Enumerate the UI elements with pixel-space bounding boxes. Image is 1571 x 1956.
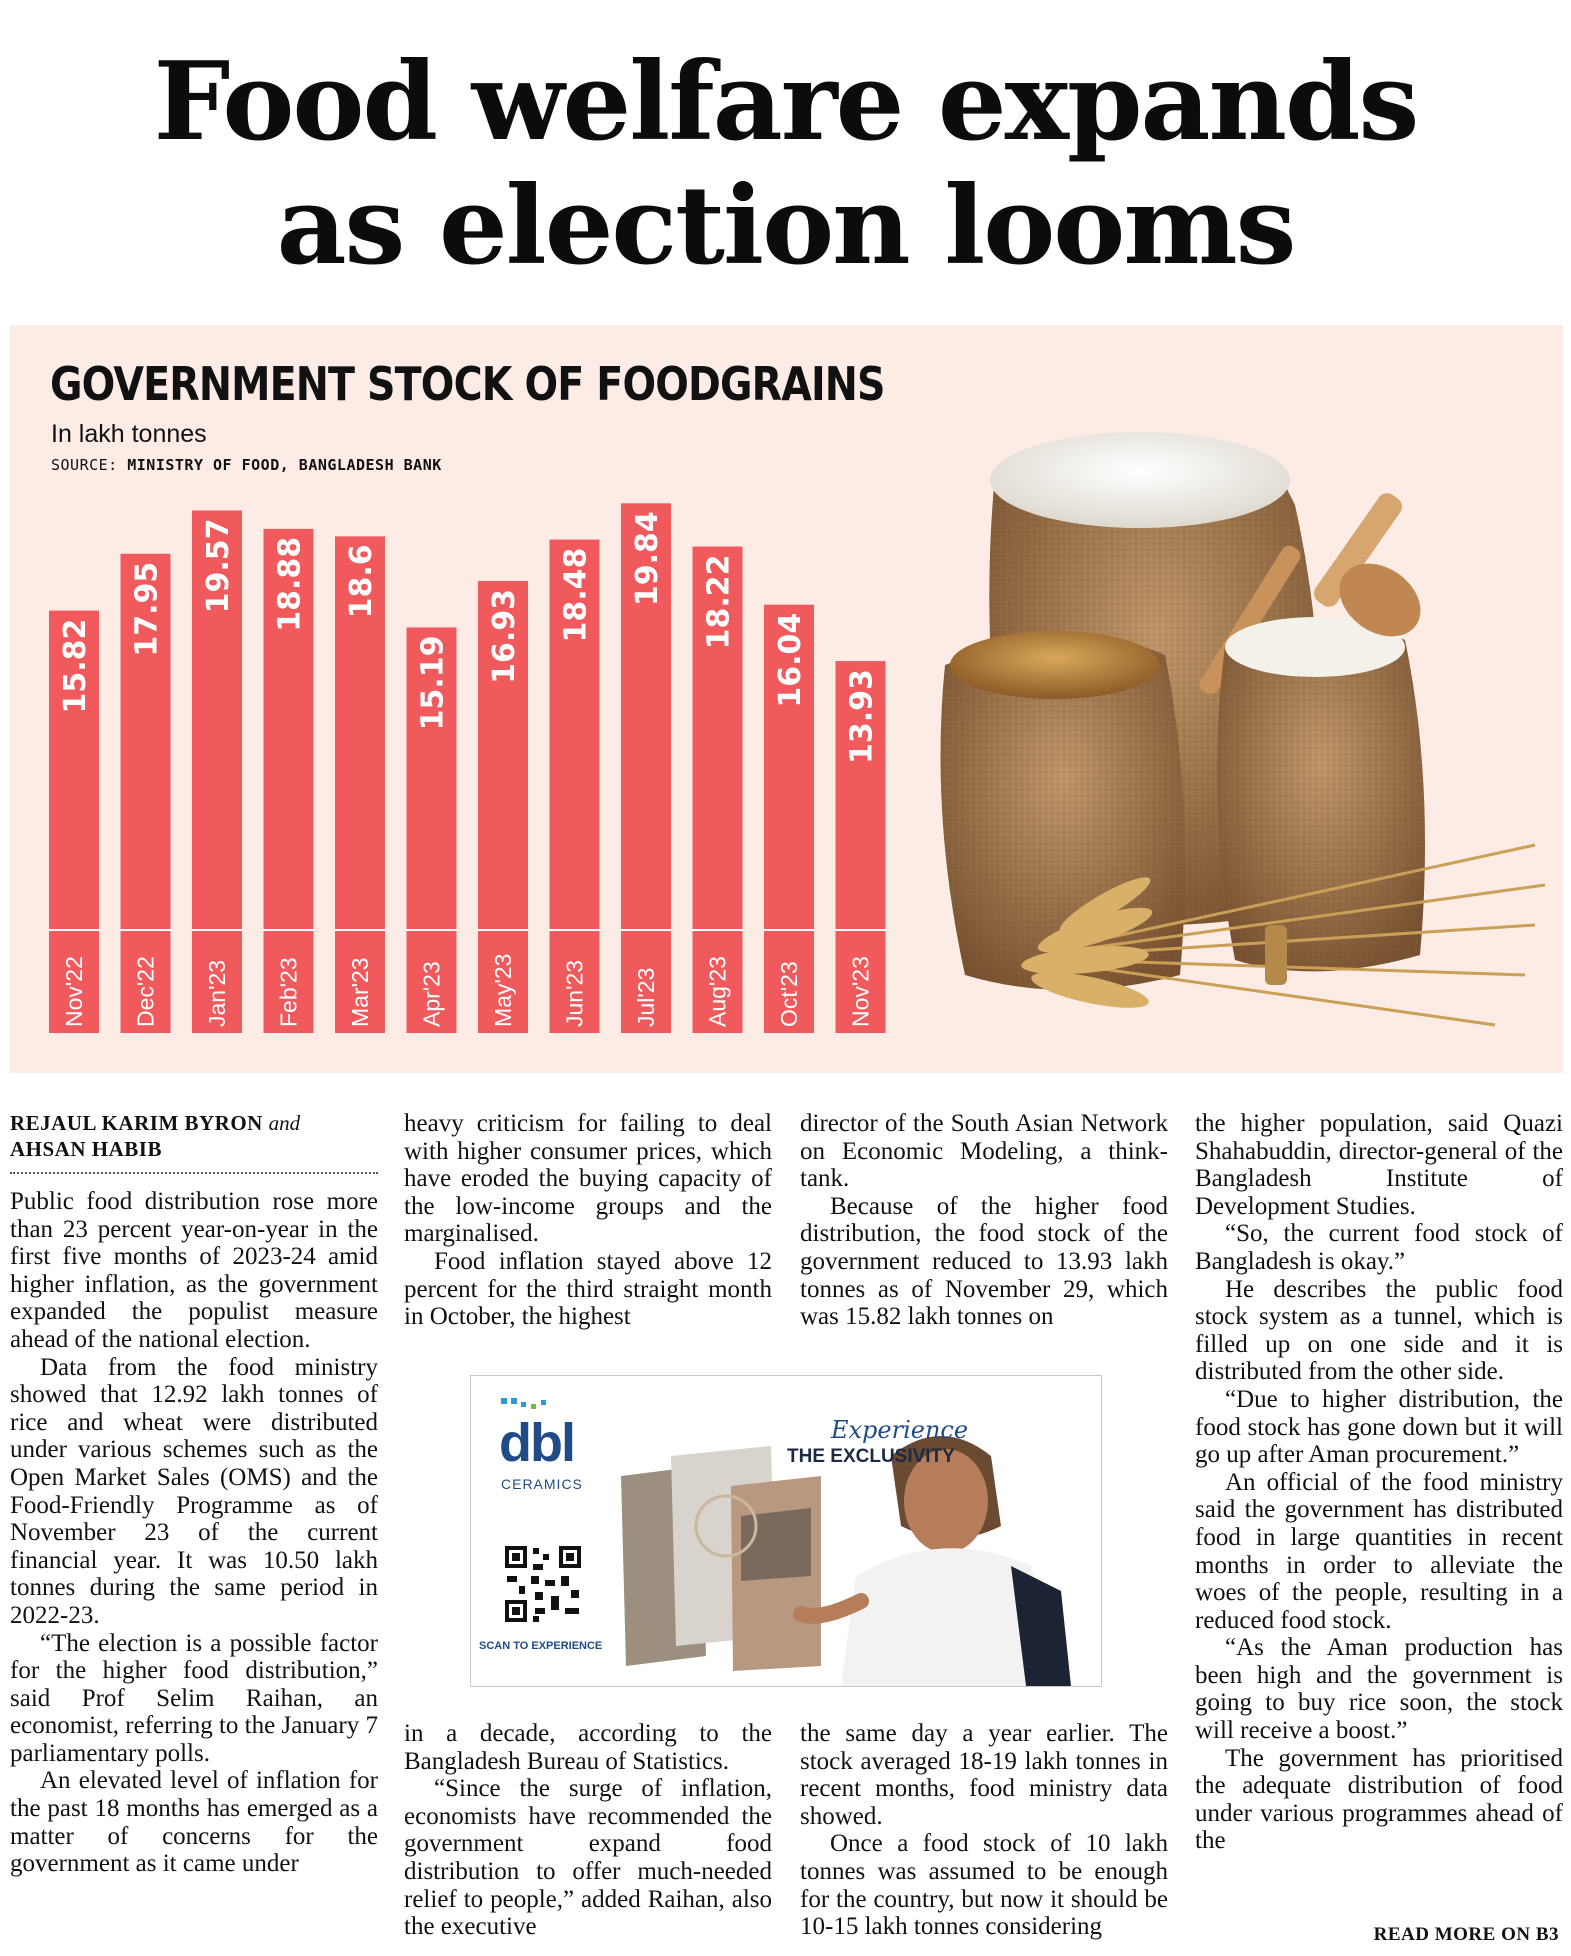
category-label: Mar'23 (347, 957, 373, 1027)
paragraph: An official of the food ministry said the government has distributed food in large quantities in recent months in order to alleviate the woes of the people, resulting in a reduced food stock. (1195, 1468, 1563, 1634)
ad-logo: dbl (499, 1413, 574, 1473)
chart-source (51, 456, 442, 474)
category-label: Jan'23 (204, 959, 230, 1027)
chart-source-name: MINISTRY OF FOOD, BANGLADESH BANK (127, 456, 442, 474)
category-label: Nov'22 (61, 956, 87, 1027)
paragraph: in a decade, according to the Bangladesh Bureau of Statistics. (404, 1720, 772, 1775)
ad-scan-label: SCAN TO EXPERIENCE (479, 1640, 603, 1652)
byline-author-2: AHSAN HABIB (10, 1137, 162, 1161)
paragraph: director of the South Asian Network on Economic Modeling, a think-tank. (800, 1110, 1168, 1193)
value-label: 16.04 (773, 612, 808, 708)
paragraph: Once a food stock of 10 lakh tonnes was assumed to be enough for the country, but now it should be 10-15 lakh tonnes considering (800, 1830, 1168, 1941)
category-label: Feb'23 (275, 957, 302, 1027)
value-label: 13.93 (844, 669, 880, 764)
category-label: Nov'23 (847, 956, 874, 1027)
chart-subtitle: In lakh tonnes (51, 420, 207, 448)
chart-source-label: SOURCE: (51, 456, 118, 474)
ad-logo-subtitle: CERAMICS (501, 1476, 583, 1492)
chart-title: GOVERNMENT STOCK OF FOODGRAINS (50, 357, 885, 411)
byline-author-1: REJAUL KARIM BYRON (10, 1111, 263, 1135)
qr-code-icon (503, 1544, 583, 1624)
headline (0, 40, 1571, 288)
read-more-link[interactable]: READ MORE ON B3 (1373, 1924, 1559, 1945)
grain-sacks-illustration (935, 385, 1555, 1045)
category-label: Oct'23 (776, 961, 802, 1027)
advertisement[interactable] (470, 1375, 1102, 1687)
value-label: 15.19 (415, 635, 451, 731)
paragraph: “Since the surge of inflation, economists have recommended the government expand food distribution to offer much-needed relief to people,” added Raihan, also the executive (404, 1775, 772, 1941)
paragraph: the same day a year earlier. The stock averaged 18-19 lakh tonnes in recent months, food ministry data showed. (800, 1720, 1168, 1830)
article-column-2-top (404, 1110, 772, 1331)
category-label: Aug'23 (704, 956, 731, 1027)
paragraph: the higher population, said Quazi Shahabuddin, director-general of the Bangladesh Institute of Development Studies. (1195, 1110, 1563, 1220)
category-label: Apr'23 (418, 961, 445, 1027)
article-column-1 (10, 1110, 378, 1878)
value-label: 19.57 (201, 518, 236, 614)
paragraph: He describes the public food stock system as a tunnel, which is filled up on one side and it is distributed from the other side. (1195, 1275, 1563, 1386)
value-label: 15.82 (58, 618, 93, 714)
paragraph: The government has prioritised the adequate distribution of food under various programmes ahead of the (1195, 1744, 1563, 1855)
paragraph: heavy criticism for failing to deal with higher consumer prices, which have eroded the buying capacity of the low-income groups and the marginalised. (404, 1110, 772, 1248)
ad-tagline-1: Experience (831, 1416, 969, 1444)
paragraph: “So, the current food stock of Bangladesh is okay.” (1195, 1220, 1563, 1275)
byline (10, 1110, 378, 1174)
value-label: 18.88 (272, 536, 308, 632)
category-label: Jun'23 (561, 959, 588, 1027)
byline-and: and (268, 1111, 301, 1135)
category-label: Jul'23 (633, 967, 659, 1027)
paragraph: Public food distribution rose more than 23 percent year-on-year in the first five months of 2023-24 amid higher inflation, as the government expanded the populist measure ahead of the national election. (10, 1188, 378, 1353)
ad-tagline-2: THE EXCLUSIVITY (787, 1446, 955, 1467)
headline-line-2: as election looms (276, 163, 1295, 289)
value-label: 18.22 (701, 554, 737, 650)
article-column-3-top (800, 1110, 1168, 1331)
value-label: 19.84 (630, 511, 665, 607)
infographic-panel (10, 325, 1563, 1073)
headline-line-1: Food welfare expands (153, 39, 1418, 165)
paragraph: An elevated level of inflation for the past 18 months has emerged as a matter of concerns for the government as it came under (10, 1767, 378, 1878)
article-column-2-bottom (404, 1720, 772, 1941)
paragraph: “The election is a possible factor for the higher food distribution,” said Prof Selim Raihan, an economist, referring to the January 7 parliamentary polls. (10, 1629, 378, 1767)
article-column-4 (1195, 1110, 1563, 1855)
paragraph: Data from the food ministry showed that 12.92 lakh tonnes of rice and wheat were distributed under various schemes such as the Open Market Sales (OMS) and the Food-Friendly Programme as of November 23 of the current financial year. It was 10.50 lakh tonnes during the same period in 2022-23. (10, 1353, 378, 1629)
value-label: 17.95 (129, 561, 165, 657)
paragraph: “As the Aman production has been high and the government is going to buy rice soon, the stock will receive a boost.” (1195, 1634, 1563, 1745)
category-label: May'23 (490, 953, 516, 1027)
value-label: 18.48 (558, 547, 594, 643)
article-column-3-bottom (800, 1720, 1168, 1941)
value-label: 16.93 (487, 588, 522, 684)
paragraph: “Due to higher distribution, the food stock has gone down but it will go up after Aman procurement.” (1195, 1385, 1563, 1469)
value-label: 18.6 (344, 544, 379, 619)
category-label: Dec'22 (132, 956, 159, 1027)
paragraph: Because of the higher food distribution, the food stock of the government reduced to 13.93 lakh tonnes as of November 29, which was 15.82 lakh tonnes on (800, 1192, 1168, 1331)
paragraph: Food inflation stayed above 12 percent for the third straight month in October, the highest (404, 1247, 772, 1331)
